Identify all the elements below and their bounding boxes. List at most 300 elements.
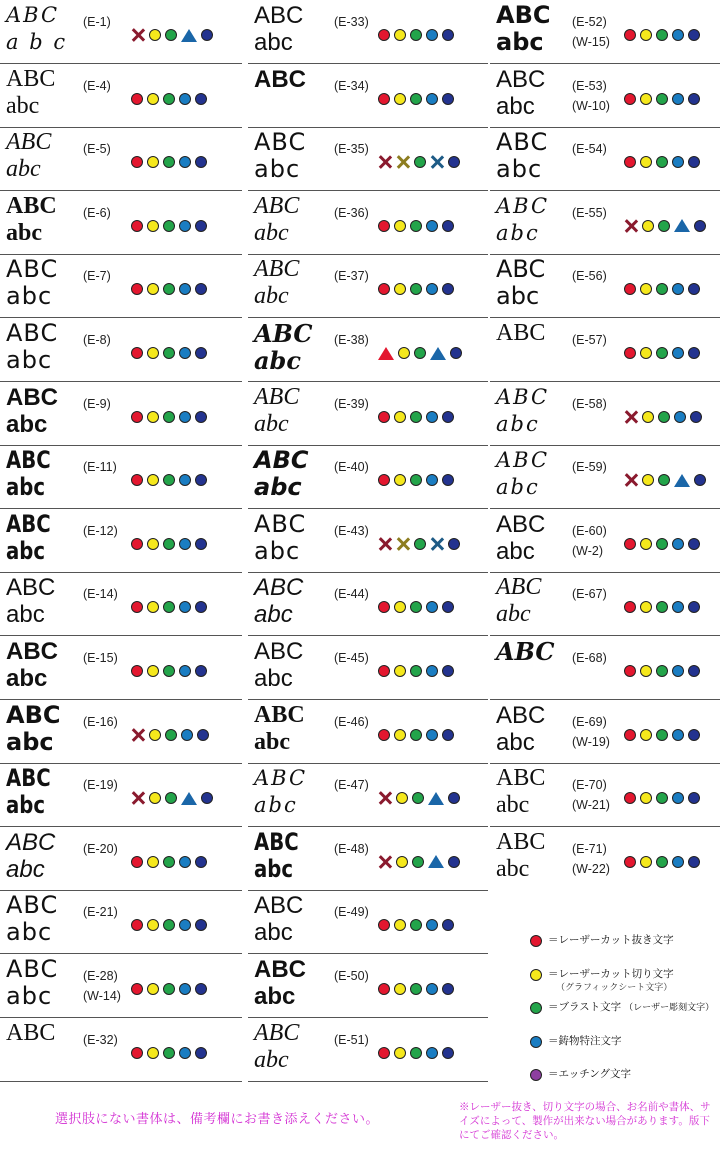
availability-marks (624, 536, 700, 552)
available-dot-icon (656, 856, 668, 868)
available-dot-icon (442, 411, 454, 423)
font-code: (E-46) (334, 714, 369, 729)
partial-triangle-icon (674, 474, 690, 487)
available-dot-icon (165, 729, 177, 741)
font-sample: ABC abc (6, 446, 51, 502)
available-dot-icon (147, 93, 159, 105)
available-dot-icon (131, 93, 143, 105)
font-row[interactable] (248, 318, 488, 382)
availability-marks (378, 536, 460, 552)
available-dot-icon (672, 665, 684, 677)
available-dot-icon (426, 29, 438, 41)
available-dot-icon (131, 474, 143, 486)
font-code: (E-6) (83, 205, 111, 220)
font-code: (E-56) (572, 269, 607, 284)
font-row[interactable] (490, 763, 720, 827)
font-row[interactable] (0, 382, 242, 446)
font-sample: ABC abc (496, 448, 550, 500)
unavailable-cross-icon (396, 537, 410, 551)
available-dot-icon (410, 411, 422, 423)
available-dot-icon (394, 220, 406, 232)
font-row[interactable] (490, 127, 720, 191)
font-sample: ABC abc (254, 766, 308, 818)
font-row[interactable] (0, 763, 242, 827)
font-sample: ABC abc (496, 765, 546, 819)
available-dot-icon (165, 29, 177, 41)
legend-label: ＝レーザーカット抜き文字 (548, 934, 674, 946)
availability-marks (378, 218, 454, 234)
available-dot-icon (179, 538, 191, 550)
available-dot-icon (163, 538, 175, 550)
available-dot-icon (688, 29, 700, 41)
available-dot-icon (179, 601, 191, 613)
available-dot-icon (442, 919, 454, 931)
available-dot-icon (131, 983, 143, 995)
font-sample: ABC (496, 320, 546, 346)
available-dot-icon (442, 665, 454, 677)
available-dot-icon (163, 474, 175, 486)
available-dot-icon (426, 983, 438, 995)
availability-marks (378, 599, 454, 615)
font-sample: ABC abc (254, 827, 299, 883)
available-dot-icon (147, 1047, 159, 1059)
available-dot-icon (410, 729, 422, 741)
font-sample: ABC abc (254, 1019, 300, 1073)
availability-marks (624, 345, 700, 361)
legend-label: ＝鋳物特注文字 (548, 1035, 622, 1047)
font-row[interactable] (248, 0, 488, 64)
available-dot-icon (149, 29, 161, 41)
font-row[interactable] (248, 64, 488, 128)
available-dot-icon (147, 156, 159, 168)
available-dot-icon (656, 665, 668, 677)
available-dot-icon (394, 1047, 406, 1059)
available-dot-icon (147, 601, 159, 613)
availability-marks (131, 472, 207, 488)
font-sample: ABC abc (254, 701, 305, 755)
font-sample: ABC abc (6, 65, 56, 119)
font-row[interactable] (490, 0, 720, 64)
availability-marks (131, 727, 209, 743)
availability-marks (378, 345, 462, 361)
font-row[interactable] (248, 445, 488, 509)
font-code: (E-15) (83, 651, 118, 665)
font-row[interactable] (490, 509, 720, 573)
font-row[interactable] (0, 954, 242, 1018)
available-dot-icon (410, 474, 422, 486)
font-sample: ABC abc (496, 574, 542, 628)
available-dot-icon (674, 411, 686, 423)
font-sample: ABC (496, 637, 555, 666)
font-code: (E-20) (83, 841, 118, 856)
available-dot-icon (131, 347, 143, 359)
available-dot-icon (163, 856, 175, 868)
availability-marks (624, 599, 700, 615)
availability-marks (131, 218, 207, 234)
font-row[interactable] (248, 254, 488, 318)
available-dot-icon (640, 347, 652, 359)
available-dot-icon (179, 983, 191, 995)
available-dot-icon (131, 283, 143, 295)
available-dot-icon (426, 93, 438, 105)
font-row[interactable] (248, 827, 488, 891)
available-dot-icon (396, 856, 408, 868)
font-row[interactable] (0, 64, 242, 128)
available-dot-icon (640, 156, 652, 168)
available-dot-icon (410, 220, 422, 232)
available-dot-icon (163, 665, 175, 677)
availability-marks (131, 91, 207, 107)
available-dot-icon (414, 347, 426, 359)
font-code: (E-71) (W-22) (572, 841, 610, 876)
available-dot-icon (426, 474, 438, 486)
availability-marks (131, 154, 207, 170)
font-row[interactable] (0, 572, 242, 636)
available-dot-icon (179, 411, 191, 423)
available-dot-icon (410, 665, 422, 677)
font-code: (E-49) (334, 905, 369, 920)
font-code: (E-21) (83, 905, 118, 920)
font-code: (E-33) (334, 15, 369, 29)
available-dot-icon (672, 156, 684, 168)
available-dot-icon (688, 156, 700, 168)
font-code: (E-5) (83, 142, 111, 157)
available-dot-icon (179, 347, 191, 359)
legend-item-blast (530, 1001, 714, 1014)
font-code: (E-14) (83, 587, 118, 602)
font-sample: ABC abc (254, 638, 304, 692)
font-code: (E-4) (83, 78, 111, 93)
available-dot-icon (672, 538, 684, 550)
legend-label: ＝エッチング文字 (548, 1068, 632, 1080)
font-row[interactable] (248, 1018, 488, 1082)
availability-marks (378, 472, 454, 488)
font-row[interactable] (248, 890, 488, 954)
font-row[interactable] (490, 572, 720, 636)
unavailable-cross-icon (624, 219, 638, 233)
font-row[interactable] (0, 700, 242, 764)
available-dot-icon (195, 347, 207, 359)
available-dot-icon (394, 601, 406, 613)
font-code: (E-8) (83, 333, 111, 347)
font-code: (E-16) (83, 714, 118, 729)
unavailable-cross-icon (624, 410, 638, 424)
available-dot-icon (195, 538, 207, 550)
available-dot-icon (147, 983, 159, 995)
available-dot-icon (640, 729, 652, 741)
available-dot-icon (163, 93, 175, 105)
availability-marks (624, 409, 702, 425)
available-dot-icon (195, 411, 207, 423)
available-dot-icon (195, 283, 207, 295)
available-dot-icon (181, 729, 193, 741)
available-dot-icon (378, 411, 390, 423)
available-dot-icon (656, 93, 668, 105)
font-row[interactable] (490, 636, 720, 700)
available-dot-icon (394, 983, 406, 995)
available-dot-icon (414, 156, 426, 168)
available-dot-icon (694, 220, 706, 232)
font-row[interactable] (0, 827, 242, 891)
legend-blue-dot (530, 1036, 542, 1048)
legend-label: ＝ブラスト文字 (548, 1001, 622, 1013)
availability-marks (378, 663, 454, 679)
available-dot-icon (442, 29, 454, 41)
available-dot-icon (179, 665, 191, 677)
available-dot-icon (195, 1047, 207, 1059)
available-dot-icon (672, 792, 684, 804)
available-dot-icon (179, 220, 191, 232)
availability-marks (131, 663, 207, 679)
available-dot-icon (688, 792, 700, 804)
font-sample: ABC abc (496, 65, 546, 120)
legend-yellow-dot (530, 969, 542, 981)
legend-item-etching (530, 1068, 631, 1081)
available-dot-icon (147, 538, 159, 550)
font-row[interactable] (490, 64, 720, 128)
available-dot-icon (149, 729, 161, 741)
font-row[interactable] (0, 1018, 242, 1082)
font-code: (E-60) (W-2) (572, 523, 607, 558)
legend-item-casting (530, 1035, 622, 1048)
available-dot-icon (656, 729, 668, 741)
font-row[interactable] (248, 191, 488, 255)
available-dot-icon (672, 29, 684, 41)
font-code: (E-68) (572, 651, 607, 665)
available-dot-icon (656, 156, 668, 168)
font-row[interactable] (0, 191, 242, 255)
available-dot-icon (656, 347, 668, 359)
availability-marks (624, 91, 700, 107)
available-dot-icon (426, 411, 438, 423)
font-code: (E-34) (334, 78, 369, 93)
available-dot-icon (640, 93, 652, 105)
available-dot-icon (442, 93, 454, 105)
available-dot-icon (690, 411, 702, 423)
availability-marks (378, 27, 454, 43)
available-dot-icon (179, 283, 191, 295)
font-sample: ABC abc (6, 955, 59, 1010)
available-dot-icon (378, 729, 390, 741)
available-dot-icon (426, 665, 438, 677)
available-dot-icon (149, 792, 161, 804)
available-dot-icon (672, 93, 684, 105)
font-row[interactable] (490, 445, 720, 509)
partial-triangle-icon (674, 219, 690, 232)
font-sample: ABC abc (6, 319, 59, 374)
available-dot-icon (163, 983, 175, 995)
unavailable-cross-icon (131, 28, 145, 42)
font-row[interactable] (490, 318, 720, 382)
unavailable-cross-icon (378, 537, 392, 551)
font-row[interactable] (490, 700, 720, 764)
available-dot-icon (394, 283, 406, 295)
availability-marks (378, 1045, 454, 1061)
font-row[interactable] (248, 509, 488, 573)
font-row[interactable] (248, 127, 488, 191)
availability-marks (624, 727, 700, 743)
available-dot-icon (414, 538, 426, 550)
available-dot-icon (378, 1047, 390, 1059)
font-row[interactable] (0, 890, 242, 954)
font-sample: ABC abc (254, 446, 309, 502)
available-dot-icon (624, 856, 636, 868)
available-dot-icon (656, 792, 668, 804)
available-dot-icon (426, 919, 438, 931)
available-dot-icon (195, 93, 207, 105)
available-dot-icon (163, 601, 175, 613)
font-row[interactable] (248, 572, 488, 636)
legend-item-laser-cut-kiri (530, 968, 674, 994)
legend-red-dot (530, 935, 542, 947)
availability-marks (131, 917, 207, 933)
available-dot-icon (694, 474, 706, 486)
available-dot-icon (640, 856, 652, 868)
font-code: (E-47) (334, 778, 369, 793)
unavailable-cross-icon (396, 155, 410, 169)
available-dot-icon (656, 538, 668, 550)
font-row[interactable] (0, 636, 242, 700)
font-code: (E-55) (572, 205, 607, 220)
font-sample: ABC abc (254, 256, 300, 310)
font-code: (E-37) (334, 269, 369, 284)
font-row[interactable] (248, 382, 488, 446)
font-sample: ABC abc (254, 956, 306, 1010)
font-row[interactable] (248, 636, 488, 700)
availability-marks (131, 536, 207, 552)
available-dot-icon (450, 347, 462, 359)
available-dot-icon (640, 538, 652, 550)
font-code: (E-9) (83, 396, 111, 411)
availability-marks (624, 854, 700, 870)
font-row[interactable] (0, 0, 242, 64)
font-code: (E-67) (572, 587, 607, 602)
available-dot-icon (442, 1047, 454, 1059)
font-sample: ABC abc (496, 255, 546, 311)
available-dot-icon (688, 347, 700, 359)
available-dot-icon (412, 792, 424, 804)
available-dot-icon (640, 665, 652, 677)
available-dot-icon (131, 220, 143, 232)
font-row[interactable] (490, 191, 720, 255)
available-dot-icon (163, 919, 175, 931)
font-row[interactable] (490, 254, 720, 318)
available-dot-icon (624, 347, 636, 359)
font-sample: ABC abc (6, 764, 51, 820)
availability-marks (131, 409, 207, 425)
available-dot-icon (197, 729, 209, 741)
font-row[interactable] (0, 509, 242, 573)
available-dot-icon (378, 601, 390, 613)
available-dot-icon (378, 474, 390, 486)
font-row[interactable] (248, 954, 488, 1018)
available-dot-icon (442, 283, 454, 295)
available-dot-icon (394, 93, 406, 105)
available-dot-icon (131, 156, 143, 168)
font-sample: ABC (6, 1019, 56, 1046)
legend-label-group (548, 1001, 714, 1014)
font-code: (E-40) (334, 460, 369, 475)
font-row[interactable] (0, 318, 242, 382)
available-dot-icon (426, 283, 438, 295)
note-production-caution: ※レーザー抜き、切り文字の場合、お名前や書体、サイズによって、製作が出来ない場合があります。版下にてご確認ください。 (459, 1101, 711, 1141)
availability-marks (131, 790, 213, 806)
available-dot-icon (131, 411, 143, 423)
font-sample: ABC abc (254, 892, 304, 947)
available-dot-icon (179, 919, 191, 931)
font-sample: ABC abc (496, 193, 550, 245)
available-dot-icon (163, 347, 175, 359)
font-code: (E-58) (572, 396, 607, 411)
unavailable-cross-icon (131, 791, 145, 805)
unavailable-cross-icon (430, 537, 444, 551)
available-dot-icon (378, 220, 390, 232)
legend-green-dot (530, 1002, 542, 1014)
font-sample: ABC abc (254, 319, 313, 375)
availability-marks (378, 91, 454, 107)
availability-marks (131, 27, 213, 43)
font-sample: ABC abc (496, 828, 546, 882)
availability-marks (378, 981, 454, 997)
font-sample: ABC abc (496, 1, 551, 56)
font-row[interactable] (0, 445, 242, 509)
font-code: (E-28) (W-14) (83, 969, 121, 1003)
availability-marks (624, 663, 700, 679)
available-dot-icon (642, 474, 654, 486)
available-dot-icon (163, 283, 175, 295)
unavailable-cross-icon (378, 855, 392, 869)
available-dot-icon (426, 1047, 438, 1059)
font-row[interactable] (248, 763, 488, 827)
available-dot-icon (147, 220, 159, 232)
available-dot-icon (640, 29, 652, 41)
unavailable-cross-icon (430, 155, 444, 169)
available-dot-icon (378, 919, 390, 931)
available-dot-icon (378, 983, 390, 995)
font-row[interactable] (490, 382, 720, 446)
availability-marks (624, 154, 700, 170)
available-dot-icon (624, 538, 636, 550)
available-dot-icon (378, 93, 390, 105)
available-dot-icon (131, 538, 143, 550)
partial-triangle-icon (181, 29, 197, 42)
available-dot-icon (448, 156, 460, 168)
available-dot-icon (624, 601, 636, 613)
font-row[interactable] (0, 127, 242, 191)
font-code: (E-70) (W-21) (572, 778, 610, 813)
available-dot-icon (179, 474, 191, 486)
font-code: (E-12) (83, 523, 118, 538)
available-dot-icon (201, 792, 213, 804)
available-dot-icon (163, 156, 175, 168)
available-dot-icon (640, 792, 652, 804)
font-row[interactable] (248, 700, 488, 764)
font-row[interactable] (0, 254, 242, 318)
available-dot-icon (442, 983, 454, 995)
available-dot-icon (688, 856, 700, 868)
font-row[interactable] (490, 827, 720, 890)
font-code: (E-7) (83, 269, 111, 284)
available-dot-icon (688, 538, 700, 550)
font-code: (E-44) (334, 587, 369, 602)
available-dot-icon (624, 283, 636, 295)
font-code: (E-19) (83, 778, 118, 793)
unavailable-cross-icon (624, 473, 638, 487)
available-dot-icon (147, 283, 159, 295)
font-sample: ABC abc (254, 128, 307, 184)
availability-marks (131, 854, 207, 870)
partial-triangle-icon (181, 792, 197, 805)
